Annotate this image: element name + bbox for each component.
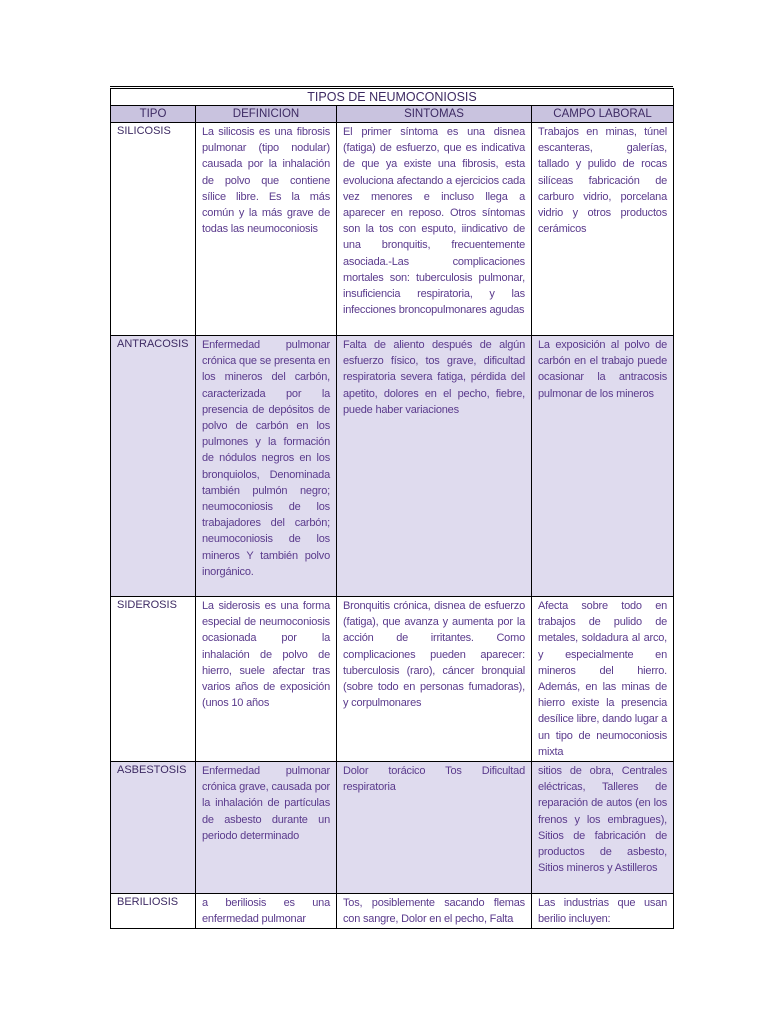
cell-sintomas: Tos, posiblemente sacando flemas con sangre, Dolor en el pecho, Falta: [337, 894, 532, 929]
cell-tipo: SIDEROSIS: [111, 597, 196, 762]
cell-tipo: ASBESTOSIS: [111, 762, 196, 894]
cell-definicion: Enfermedad pulmonar crónica que se presenta en los mineros del carbón, caracterizada por la presencia de depósitos de polvo de carbón en los pulmones y la formación de nódulos negros en los bronquiolos, Denominada también pulmón negro; neumoconiosis de los trabajadores del carbón; neumoconiosis de los mineros Y también polvo inorgánico.: [196, 336, 337, 597]
cell-campo-laboral: Trabajos en minas, túnel escanteras, galerías, tallado y pulido de rocas silíceas fabricación de carburo vidrio, porcelana vidrio y otros productos cerámicos: [532, 123, 674, 336]
cell-definicion: La siderosis es una forma especial de neumoconiosis ocasionada por la inhalación de polvo de hierro, suele afectar tras varios años de exposición (unos 10 años: [196, 597, 337, 762]
table-row: [111, 336, 674, 597]
table-row: [111, 597, 674, 762]
cell-definicion: a beriliosis es una enfermedad pulmonar: [196, 894, 337, 929]
header-row: [111, 106, 674, 123]
cell-tipo: SILICOSIS: [111, 123, 196, 336]
table-row: [111, 894, 674, 929]
cell-campo-laboral: Afecta sobre todo en trabajos de pulido de metales, soldadura al arco, y especialmente en mineros del hierro. Además, en las minas de hierro existe la presencia desílice libre, dando lugar a un tipo de neumoconiosis mixta: [532, 597, 674, 762]
cell-tipo: ANTRACOSIS: [111, 336, 196, 597]
cell-campo-laboral: sitios de obra, Centrales eléctricas, Talleres de reparación de autos (en los frenos y los embragues), Sitios de fabricación de productos de asbesto, Sitios mineros y Astilleros: [532, 762, 674, 894]
table-row: [111, 762, 674, 894]
cell-sintomas: Falta de aliento después de algún esfuerzo físico, tos grave, dificultad respiratoria severa fatiga, pérdida del apetito, dolores en el pecho, fiebre, puede haber variaciones: [337, 336, 532, 597]
neumoconiosis-table: [110, 88, 674, 929]
cell-tipo: BERILIOSIS: [111, 894, 196, 929]
header-sintomas: SINTOMAS: [337, 106, 532, 123]
table-title: TIPOS DE NEUMOCONIOSIS: [111, 89, 674, 106]
cell-definicion: La silicosis es una fibrosis pulmonar (tipo nodular) causada por la inhalación de polvo que contiene sílice libre. Es la más común y la más grave de todas las neumoconiosis: [196, 123, 337, 336]
cell-campo-laboral: Las industrias que usan berilio incluyen:: [532, 894, 674, 929]
cell-sintomas: Dolor torácico Tos Dificultad respiratoria: [337, 762, 532, 894]
cell-definicion: Enfermedad pulmonar crónica grave, causada por la inhalación de partículas de asbesto durante un periodo determinado: [196, 762, 337, 894]
header-tipo: TIPO: [111, 106, 196, 123]
cell-campo-laboral: La exposición al polvo de carbón en el trabajo puede ocasionar la antracosis pulmonar de los mineros: [532, 336, 674, 597]
table-row: [111, 123, 674, 336]
top-rule: [110, 86, 673, 87]
header-definicion: DEFINICION: [196, 106, 337, 123]
cell-sintomas: Bronquitis crónica, disnea de esfuerzo (fatiga), que avanza y aumenta por la acción de irritantes. Como complicaciones pueden aparecer: tuberculosis (raro), cáncer bronquial (sobre todo en personas fumadoras), y corpulmonares: [337, 597, 532, 762]
cell-sintomas: El primer síntoma es una disnea (fatiga) de esfuerzo, que es indicativa de que ya existe una fibrosis, esta evoluciona afectando a ejercicios cada vez menores e incluso llega a aparecer en reposo. Otros síntomas son la tos con esputo, iindicativo de una bronquitis, frecuentemente asociada.-Las complicaciones mortales son: tuberculosis pulmonar, insuficiencia respiratoria, y las infecciones broncopulmonares agudas: [337, 123, 532, 336]
header-campo-laboral: CAMPO LABORAL: [532, 106, 674, 123]
